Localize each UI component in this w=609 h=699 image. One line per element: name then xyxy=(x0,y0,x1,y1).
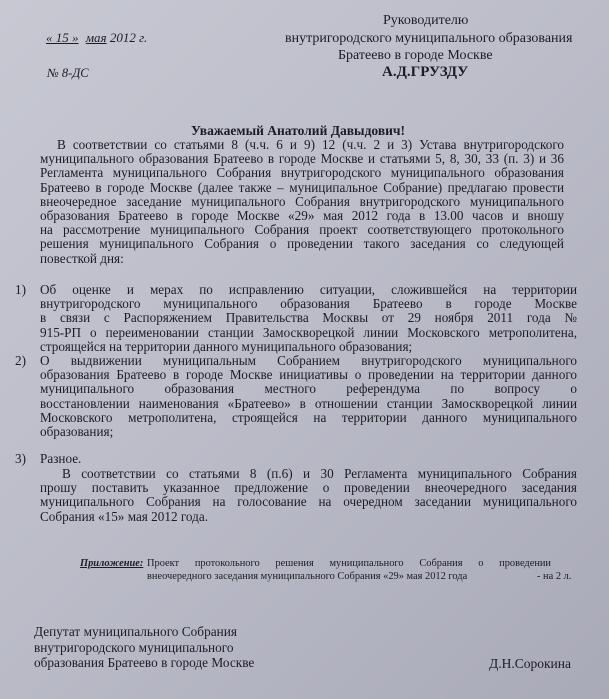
signer-position-line: внутригородского муниципального xyxy=(34,639,234,655)
agenda-line: в связи с Распоряжением Правительства Москвы от 29 ноября 2011 года № xyxy=(40,310,577,326)
agenda-item-number: 1) xyxy=(15,282,26,297)
intro-line: повесткой дня: xyxy=(40,250,124,266)
closing-paragraph xyxy=(40,467,577,524)
document-number: № 8-ДС xyxy=(47,66,89,80)
agenda-line: Об оценке и мерах по исправлению ситуации, сложившейся на территории xyxy=(40,282,577,297)
intro-line: на рассмотрение муниципального Собрания проект соответствующего протокольного xyxy=(40,222,564,238)
appendix-pages: - на 2 л. xyxy=(537,571,572,582)
agenda-item-2 xyxy=(40,354,577,439)
agenda-line: образования; xyxy=(40,424,114,440)
signer-position xyxy=(34,624,254,671)
signer-position-line: Депутат муниципального Собрания xyxy=(34,624,237,639)
agenda-item-1 xyxy=(40,283,577,354)
addressee-name: А.Д.ГРУЗДУ xyxy=(382,64,469,80)
signer-name: Д.Н.Сорокина xyxy=(489,656,571,671)
date-day: « 15 » xyxy=(46,30,79,45)
agenda-line: внутригородского муниципального образования Братеево в городе Москве xyxy=(40,296,577,312)
intro-line: решения муниципального Собрания о проведении такого заседания со следующей xyxy=(40,236,564,252)
appendix-label: Приложение: xyxy=(80,558,144,569)
agenda-item-3: Разное. xyxy=(40,451,82,466)
signer-position-line: образования Братеево в городе Москве xyxy=(34,655,255,670)
agenda-line: Московского метрополитена, строящейся на территории данного муниципального xyxy=(40,409,577,425)
addressee-line-3: Братеево в городе Москве xyxy=(338,48,493,63)
intro-line: Братеево в городе Москве (далее также – муниципальное Собрание) предлагаю провести xyxy=(40,179,564,195)
intro-line: внеочередное заседание муниципального Собрания внутригородского муниципального xyxy=(40,193,564,209)
closing-line: В соответствии со статьями 8 (п.6) и 30 Регламента муниципального Собрания xyxy=(62,466,577,481)
agenda-line: строящейся на территории данного муниципального образования; xyxy=(40,338,413,354)
intro-line: образования Братеево в городе Москве «29» мая 2012 года в 13.00 часов и вношу xyxy=(40,208,564,224)
addressee-line-1: Руководителю xyxy=(383,13,469,28)
agenda-line: восстановлении наименования «Братеево» в отношении станции Замоскворецкой линии xyxy=(40,395,577,411)
agenda-item-number: 3) xyxy=(15,451,26,466)
closing-line: Собрания «15» мая 2012 года. xyxy=(40,508,208,524)
intro-paragraph xyxy=(40,138,564,266)
agenda-line: 915-РП о переименовании станции Замоскворецкой линии Московского метрополитена, xyxy=(40,324,577,340)
salutation: Уважаемый Анатолий Давыдович! xyxy=(191,123,406,138)
appendix-text xyxy=(147,557,551,583)
letter-date xyxy=(46,30,147,46)
agenda-line: образования Братеево в городе Москве инициативы о проведении на территории данного xyxy=(40,367,577,383)
appendix-line-1: Проект протокольного решения муниципального Собрания о проведении xyxy=(147,558,551,569)
intro-line: муниципального образования Братеево в городе Москве и статьями 5, 8, 30, 33 (п. 3) и 36 xyxy=(40,151,564,167)
agenda-line: муниципального образования местного референдума по вопросу о xyxy=(40,381,577,397)
intro-line: Регламента муниципального Собрания внутригородского муниципального образования xyxy=(40,165,564,181)
agenda-line: О выдвижении муниципальным Собранием внутригородского муниципального xyxy=(40,353,577,368)
agenda-item-number: 2) xyxy=(15,353,26,368)
closing-line: прошу поставить указанное предложение о проведении внеочередного заседания xyxy=(40,480,577,496)
appendix-line-2: внеочередного заседания муниципального Собрания «29» мая 2012 года xyxy=(147,571,468,582)
closing-line: муниципального Собрания на голосование на очередном заседании муниципального xyxy=(40,494,577,510)
date-year: 2012 г. xyxy=(109,30,148,45)
intro-line: В соответствии со статьями 8 (ч.ч. 6 и 9) 12 (ч.ч. 2 и 3) Устава внутригородского xyxy=(57,137,564,152)
addressee-line-2: внутригородского муниципального образования xyxy=(285,31,573,46)
date-month: мая xyxy=(85,30,107,45)
